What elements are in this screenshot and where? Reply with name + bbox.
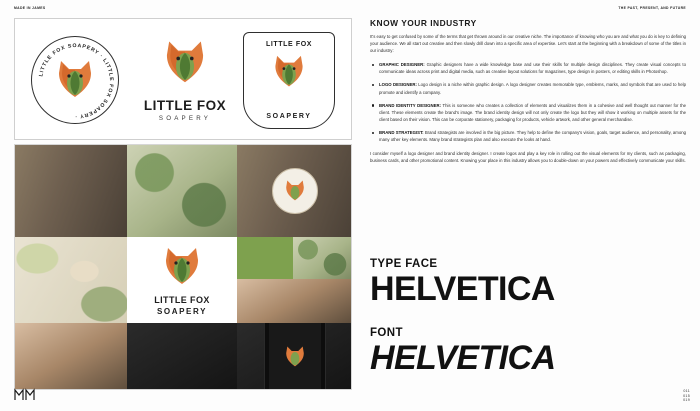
fox-head-icon <box>162 244 202 290</box>
shield-badge-title: LITTLE FOX <box>265 41 313 48</box>
typeface-sample: HELVETICA <box>370 270 555 308</box>
mosaic-tile-wrapped-soap <box>15 323 127 390</box>
label-closeup-photo <box>293 237 352 279</box>
article-outro: I consider myself a logo designer and brand identity designer. I create logos and play a key role in rolling out the visual elements for my clients, such as packaging, business cards, and other promotional content. Knowing your place in this industry allows you to double-down on your powers and effectively communicate your skills. <box>370 151 686 164</box>
mosaic-tile-tag-closeup <box>237 145 352 237</box>
role-text: Logo design is a niche within graphic design. A logo designer creates memorable type, emblems, marks, and symbols that are used to help promote and identify a company. <box>379 82 686 95</box>
running-head-right: THE PAST, PRESENT, AND FUTURE <box>618 6 686 10</box>
green-swatch <box>237 237 293 279</box>
soap-bar-photo <box>127 145 237 237</box>
shield-badge-logo <box>243 32 335 129</box>
svg-text:LITTLE FOX SOAPERY · LITTLE FO: LITTLE FOX SOAPERY · LITTLE FOX SOAPERY · <box>38 42 115 120</box>
role-term: BRAND STRATEGIST: <box>379 129 424 135</box>
brand-name: LITTLE FOX <box>143 97 227 113</box>
typeface-block <box>370 258 686 307</box>
mosaic-tile-hang-tag <box>15 145 127 237</box>
shield-badge-subtitle: SOAPERY <box>266 113 312 120</box>
left-visual-column <box>14 18 352 390</box>
brand-subtitle: SOAPERY <box>158 114 212 122</box>
role-definitions-list <box>370 61 686 143</box>
mosaic-tile-logo <box>127 237 237 323</box>
font-block <box>370 327 686 376</box>
role-text: Graphic designers have a wide knowledge base and use their skills for multiple design disciplines. They create visual concepts to communicate ideas across print and digital media, such as creative layout solutions for magazines, type design in posters, or editing skills in Photoshop. <box>379 62 686 75</box>
fox-head-icon-wrap <box>144 37 226 94</box>
typeface-label: TYPE FACE <box>370 258 438 270</box>
article-intro: It's easy to get confused by some of the terms that get thrown around in our creative niche. The importance of knowing who you are and what you do is key to defining your audience. We all start out creative and then slowly drill down into a specific area of expertise. Let's start at the beginning with a breakdown of some of the titles in our industry: <box>370 34 686 54</box>
mosaic-tile-label-closeup <box>293 237 352 279</box>
mosaic-tile-botanical <box>127 323 237 390</box>
role-text: This is someone who creates a collection of elements and visualizes them in a cohesive and well thought out manner for the client. These elements create the brand's image. The brand identity design will not only create the logo but they will show it working on multiple assets for the client based on their vision. This can be corporate stationery, packaging for products, vehicle artwork, and other general merchandise. <box>379 102 686 122</box>
hang-tag-photo <box>15 145 127 237</box>
list-item <box>379 129 686 143</box>
role-term: LOGO DESIGNER: <box>379 82 417 88</box>
primary-logo-lockup <box>144 37 226 122</box>
list-item <box>379 61 686 75</box>
article-title: KNOW YOUR INDUSTRY <box>370 18 477 28</box>
packaging-pattern-photo <box>15 237 127 323</box>
role-term: BRAND IDENTITY DESIGNER: <box>379 102 442 108</box>
fox-head-icon <box>284 344 306 370</box>
logo-tile-sub: SOAPERY <box>156 306 208 316</box>
role-term: GRAPHIC DESIGNER: <box>379 62 425 68</box>
list-item <box>379 102 686 123</box>
fox-head-icon <box>162 37 208 89</box>
circular-badge-logo <box>31 36 119 124</box>
brand-photo-mosaic <box>14 144 352 390</box>
botanical-photo <box>127 323 237 390</box>
tag-closeup-photo <box>237 145 352 237</box>
hang-tag-circle <box>272 168 318 214</box>
mosaic-tile-phone-mockup <box>237 323 352 390</box>
list-item <box>379 81 686 95</box>
brand-lockup-panel <box>14 18 352 140</box>
soap-stack-photo <box>237 279 352 323</box>
badge-ring-text-icon <box>32 37 120 125</box>
page-number: 019 <box>683 398 690 403</box>
phone-screen <box>269 323 321 390</box>
logo-tile <box>127 237 237 323</box>
role-text: Brand strategists are involved in the big picture. They help to define the company's vision, goals, target audience, and personality, among many other key elements. Many brand strategists plan and also execute the looks at hand. <box>379 129 686 143</box>
mosaic-tile-packaging-pattern <box>15 237 127 323</box>
logo-tile-name: LITTLE FOX <box>154 294 210 305</box>
page-number-group <box>683 389 690 403</box>
fox-head-icon <box>272 51 306 93</box>
instagram-phone-mockup <box>237 323 352 390</box>
fox-head-icon <box>284 178 306 204</box>
page-number: 011 <box>683 389 690 394</box>
mosaic-tile-soap-bar <box>127 145 237 237</box>
font-label: FONT <box>370 327 403 339</box>
font-sample: HELVETICA <box>370 339 556 377</box>
publication-monogram-icon <box>14 388 36 402</box>
wrapped-soap-photo <box>15 323 127 390</box>
article-column <box>370 18 686 164</box>
phone-frame <box>264 323 326 390</box>
page-number: 015 <box>683 393 690 398</box>
mosaic-tile-soap-stack <box>237 279 352 323</box>
mosaic-tile-green-swatch <box>237 237 293 279</box>
running-head-left: MADE IN JAMES <box>14 6 46 10</box>
